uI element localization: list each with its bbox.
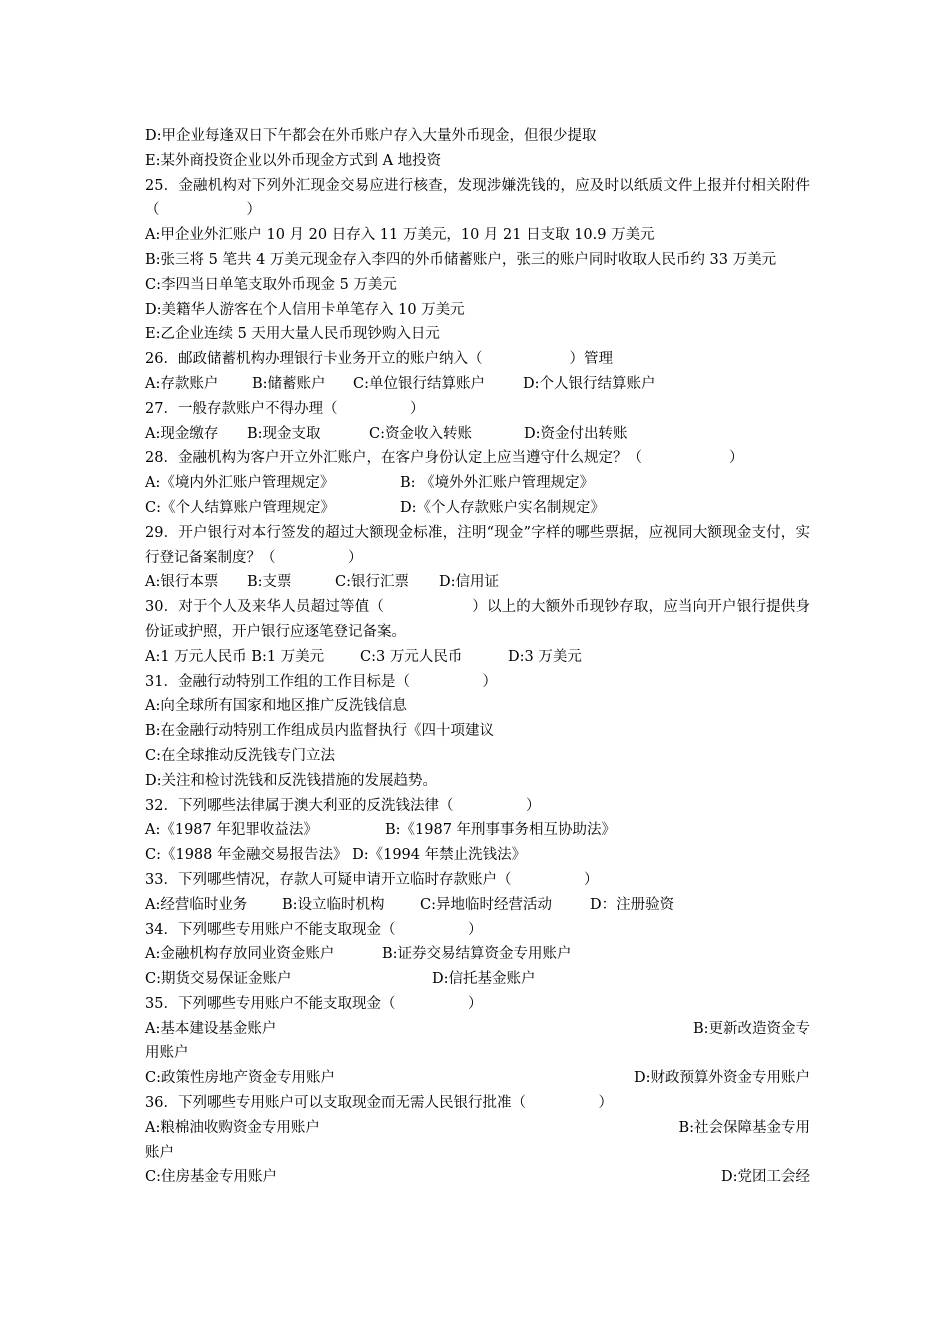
options-q32-row1 xyxy=(145,818,810,843)
option-d-q29: D:信用证 xyxy=(439,574,500,591)
option-c-q33: C:异地临时经营活动 xyxy=(420,896,552,913)
option-a-q28: A:《境内外汇账户管理规定》 xyxy=(145,475,335,492)
options-q28-row1 xyxy=(145,471,810,496)
option-c-q30: C:3 万元人民币 xyxy=(360,648,463,665)
option-b-q36-cont: 账户 xyxy=(145,1144,174,1161)
option-c-q29: C:银行汇票 xyxy=(335,574,409,591)
options-q34-row2 xyxy=(145,967,810,992)
question-36: 36．下列哪些专用账户可以支取现金而无需人民银行批准（ ） xyxy=(145,1095,613,1112)
option-d-q24: D:甲企业每逢双日下午都会在外币账户存入大量外币现金，但很少提取 xyxy=(145,128,597,144)
option-b-q27: B:现金支取 xyxy=(247,425,321,442)
option-c-q28: C:《个人结算账户管理规定》 xyxy=(145,499,335,516)
option-b-q32: B:《1987 年刑事事务相互协助法》 xyxy=(385,822,617,839)
question-28: 28．金融机构为客户开立外汇账户，在客户身份认定上应当遵守什么规定？（ ） xyxy=(145,450,744,467)
options-q28-row2 xyxy=(145,496,810,521)
option-d-q30: D:3 万美元 xyxy=(508,648,582,665)
options-q27 xyxy=(145,422,810,447)
option-a-q32: A:《1987 年犯罪收益法》 xyxy=(145,822,318,839)
options-q32-row2: C:《1988 年金融交易报告法》 D:《1994 年禁止洗钱法》 xyxy=(145,847,527,864)
options-q29 xyxy=(145,570,810,595)
option-d-q34: D:信托基金账户 xyxy=(432,971,536,988)
question-29: 29．开户银行对本行签发的超过大额现金标准，注明“现金”字样的哪些票据，应视同大额现金支付，实行登记备案制度？（ ） xyxy=(145,524,810,566)
option-b-q28: B: 《境外外汇账户管理规定》 xyxy=(400,475,595,492)
option-a-q34: A:金融机构存放同业资金账户 xyxy=(145,946,335,963)
option-b-q36: B:社会保障基金专用 xyxy=(678,1119,810,1136)
option-d-q27: D:资金付出转账 xyxy=(524,425,628,442)
option-c-q36: C:住房基金专用账户 xyxy=(145,1169,277,1186)
options-q33 xyxy=(145,893,810,918)
option-a-q35: A:基本建设基金账户 xyxy=(145,1020,277,1037)
options-q35-row2 xyxy=(145,1066,810,1091)
option-c-q26: C:单位银行结算账户 xyxy=(353,375,485,392)
option-d-q31: D:关注和检讨洗钱和反洗钱措施的发展趋势。 xyxy=(145,772,438,789)
option-d-q26: D:个人银行结算账户 xyxy=(523,375,656,392)
option-b-q35: B:更新改造资金专 xyxy=(692,1020,810,1037)
question-32: 32．下列哪些法律属于澳大利亚的反洗钱法律（ ） xyxy=(145,797,541,814)
option-a-q31: A:向全球所有国家和地区推广反洗钱信息 xyxy=(145,698,407,715)
document-body xyxy=(145,124,810,1190)
option-b-q35-cont: 用账户 xyxy=(145,1045,189,1062)
question-34: 34．下列哪些专用账户不能支取现金（ ） xyxy=(145,921,483,938)
question-27: 27．一般存款账户不得办理（ ） xyxy=(145,400,425,417)
options-q26 xyxy=(145,372,810,397)
option-d-q36: D:党团工会经 xyxy=(720,1169,810,1186)
question-31: 31．金融行动特别工作组的工作目标是（ ） xyxy=(145,673,497,690)
option-c-q27: C:资金收入转账 xyxy=(369,425,472,442)
option-b-q25: B:张三将 5 笔共 4 万美元现金存入李四的外币储蓄账户，张三的账户同时收取人民币约 33 万美元 xyxy=(145,251,777,268)
option-a-q25: A:甲企业外汇账户 10 月 20 日存入 11 万美元，10 月 21 日支取 10.9 万美元 xyxy=(145,227,655,244)
option-a-q27: A:现金缴存 xyxy=(145,425,219,442)
option-b-q33: B:设立临时机构 xyxy=(282,896,385,913)
option-a-q33: A:经营临时业务 xyxy=(145,896,248,913)
question-25: 25．金融机构对下列外汇现金交易应进行核查，发现涉嫌洗钱的，应及时以纸质文件上报并付相关附件（ ） xyxy=(145,177,810,219)
option-a-q29: A:银行本票 xyxy=(145,574,219,591)
option-d-q25: D:美籍华人游客在个人信用卡单笔存入 10 万美元 xyxy=(145,301,465,318)
options-q30 xyxy=(145,645,810,670)
options-q36-row2 xyxy=(145,1165,810,1190)
option-b-q26: B:储蓄账户 xyxy=(252,375,326,392)
question-35: 35．下列哪些专用账户不能支取现金（ ） xyxy=(145,995,483,1012)
option-b-q31: B:在金融行动特别工作组成员内监督执行《四十项建议 xyxy=(145,723,495,740)
question-26: 26．邮政储蓄机构办理银行卡业务开立的账户纳入（ ）管理 xyxy=(145,351,613,368)
option-d-q28: D:《个人存款账户实名制规定》 xyxy=(400,499,606,516)
option-a-q26: A:存款账户 xyxy=(145,375,219,392)
option-ab-q30: A:1 万元人民币 B:1 万美元 xyxy=(145,648,325,665)
option-d-q35: D:财政预算外资金专用账户 xyxy=(633,1070,810,1087)
option-c-q25: C:李四当日单笔支取外币现金 5 万美元 xyxy=(145,276,397,293)
option-e-q25: E:乙企业连续 5 天用大量人民币现钞购入日元 xyxy=(145,326,440,343)
option-a-q36: A:粮棉油收购资金专用账户 xyxy=(145,1119,320,1136)
option-c-q34: C:期货交易保证金账户 xyxy=(145,971,292,988)
options-q34-row1 xyxy=(145,942,810,967)
option-b-q34: B:证券交易结算资金专用账户 xyxy=(382,946,572,963)
question-33: 33．下列哪些情况，存款人可疑申请开立临时存款账户（ ） xyxy=(145,871,599,888)
options-q35-row1 xyxy=(145,1017,810,1042)
question-30: 30．对于个人及来华人员超过等值（ ）以上的大额外币现钞存取，应当向开户银行提供身份证或护照，开户银行应逐笔登记备案。 xyxy=(145,599,810,640)
options-q36-row1 xyxy=(145,1116,810,1141)
option-d-q33: D：注册验资 xyxy=(590,896,675,913)
option-e-q24: E:某外商投资企业以外币现金方式到 A 地投资 xyxy=(145,152,442,169)
option-c-q35: C:政策性房地产资金专用账户 xyxy=(145,1070,335,1087)
option-c-q31: C:在全球推动反洗钱专门立法 xyxy=(145,747,335,764)
option-b-q29: B:支票 xyxy=(247,574,292,591)
